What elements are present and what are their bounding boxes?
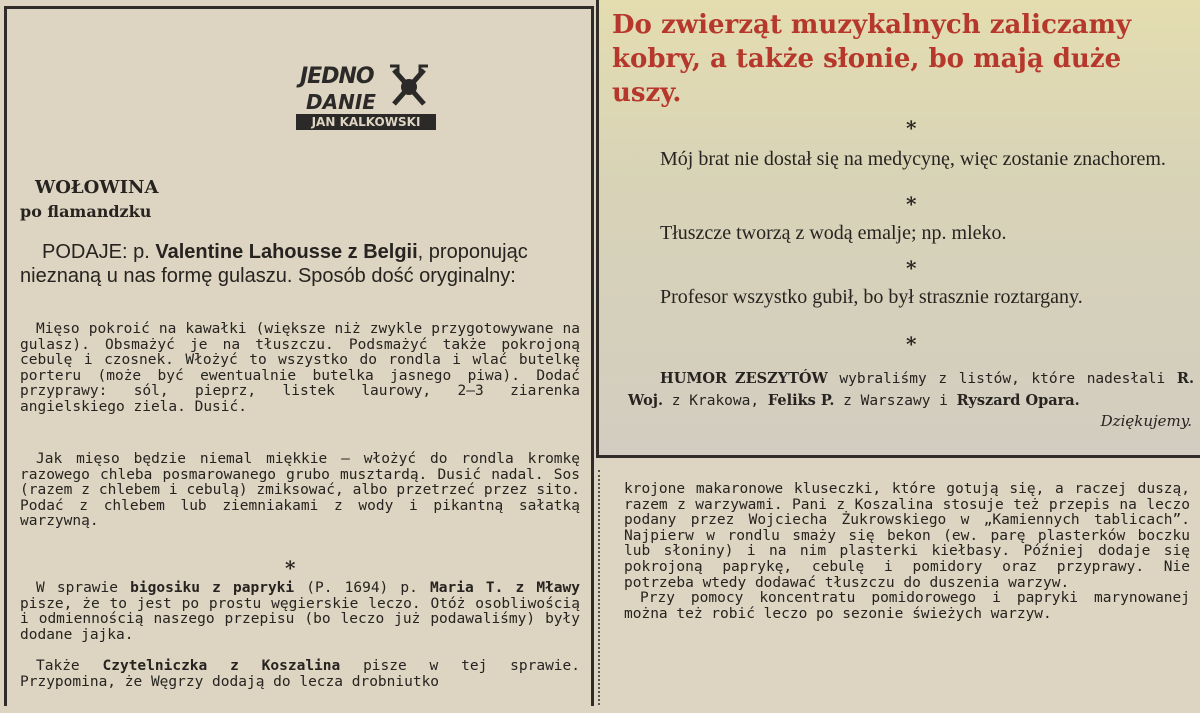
recipe-title: WOŁOWINA [35, 177, 159, 198]
joke-headline: Do zwierząt muzykalnych zaliczamy kobry, a także słonie, bo mają duże uszy. [612, 10, 1132, 108]
separator-star: * [906, 192, 917, 216]
recipe-paragraph-1: Mięso pokroić na kawałki (większe niż zwykle przygotowywane na gulasz). Obsmażyć je na tłuszczu. Podsmażyć także pokrojoną cebulę i czosnek. Włożyć to wszystko do rondla i wlać butelkę porteru (może być ewentualnie butelka jasnego piwa). Dodać przyprawy: sól, pieprz, listek laurowy, 2—3 ziarenka angielskiego ziela. Dusić. [20, 321, 580, 415]
separator-star: * [285, 556, 296, 580]
contributor-name: Valentine Lahousse z Belgii [155, 241, 418, 263]
joke-3: Tłuszcze tworzą z wodą emalje; np. mleko. [660, 222, 1007, 244]
separator-star: * [906, 332, 917, 356]
recipe-subtitle: po flamandzku [20, 202, 152, 221]
separator-star: * [906, 116, 917, 140]
logo-word-danie: DANIE [306, 90, 376, 114]
logo-word-jedno: JEDNO [300, 64, 374, 89]
fork-knife-emblem-icon [388, 64, 430, 112]
column-logo [296, 62, 436, 132]
recipe-continuation: krojone makaronowe kluseczki, które gotują się, a raczej duszą, razem z warzywami. Pani z Koszalina stosuje też przepis na leczo podany przez Wojciecha Żukrowskiego w „Kamiennych tablicach”. Najpierw w rondlu smaży się bekon (ew. parę plasterków boczku lub słoniny) i na nim plasterki kiełbasy. Później dodaje się pokrojoną paprykę, cebulę i pomidory oraz przyprawy. Nie potrzeba wtedy dodawać tłuszczu do duszenia warzyw. Przy pomocy koncentratu pomidorowego i papryki marynowanej można też robić leczo po sezonie świeżych warzyw. [624, 481, 1190, 622]
recipe-paragraph-2: Jak mięso będzie niemal miękkie — włożyć do rondla kromkę razowego chleba posmarowanego grubo musztardą. Dusić nadal. Sos (razem z chlebem i cebulą) zmiksować, albo przetrzeć przez sito. Podać z chlebem lub ziemniakami z wody i pikantną sałatką warzywną. [20, 451, 580, 530]
humor-credits: HUMOR ZESZYTÓW wybraliśmy z listów, które nadesłali R. Woj. z Krakowa, Feliks P. z Warszawy i Ryszard Opara. [628, 370, 1195, 409]
recipe-intro: PODAJE: p. Valentine Lahousse z Belgii, proponując nieznaną u nas formę gulaszu. Sposób dość oryginalny: [20, 241, 528, 287]
separator-star: * [906, 256, 917, 280]
recipe-paragraph-4: Także Czytelniczka z Koszalina pisze w tej sprawie. Przypomina, że Węgrzy dodają do lecza drobniutko [20, 658, 580, 690]
column-divider [598, 470, 602, 705]
joke-2: Mój brat nie dostał się na medycynę, więc zostanie znachorem. [660, 148, 1166, 170]
recipe-paragraph-3: W sprawie bigosiku z papryki (P. 1694) p. Maria T. z Mławy pisze, że to jest po prostu węgierskie leczo. Otóż osobliwością i odmiennością naszego przepisu (bo leczo już podawaliśmy) były dodane jajka. [20, 580, 580, 643]
joke-4: Profesor wszystko gubił, bo był strasznie roztargany. [660, 286, 1083, 308]
logo-author: JAN KALKOWSKI [296, 114, 436, 130]
thanks-note: Dziękujemy. [1100, 412, 1192, 430]
